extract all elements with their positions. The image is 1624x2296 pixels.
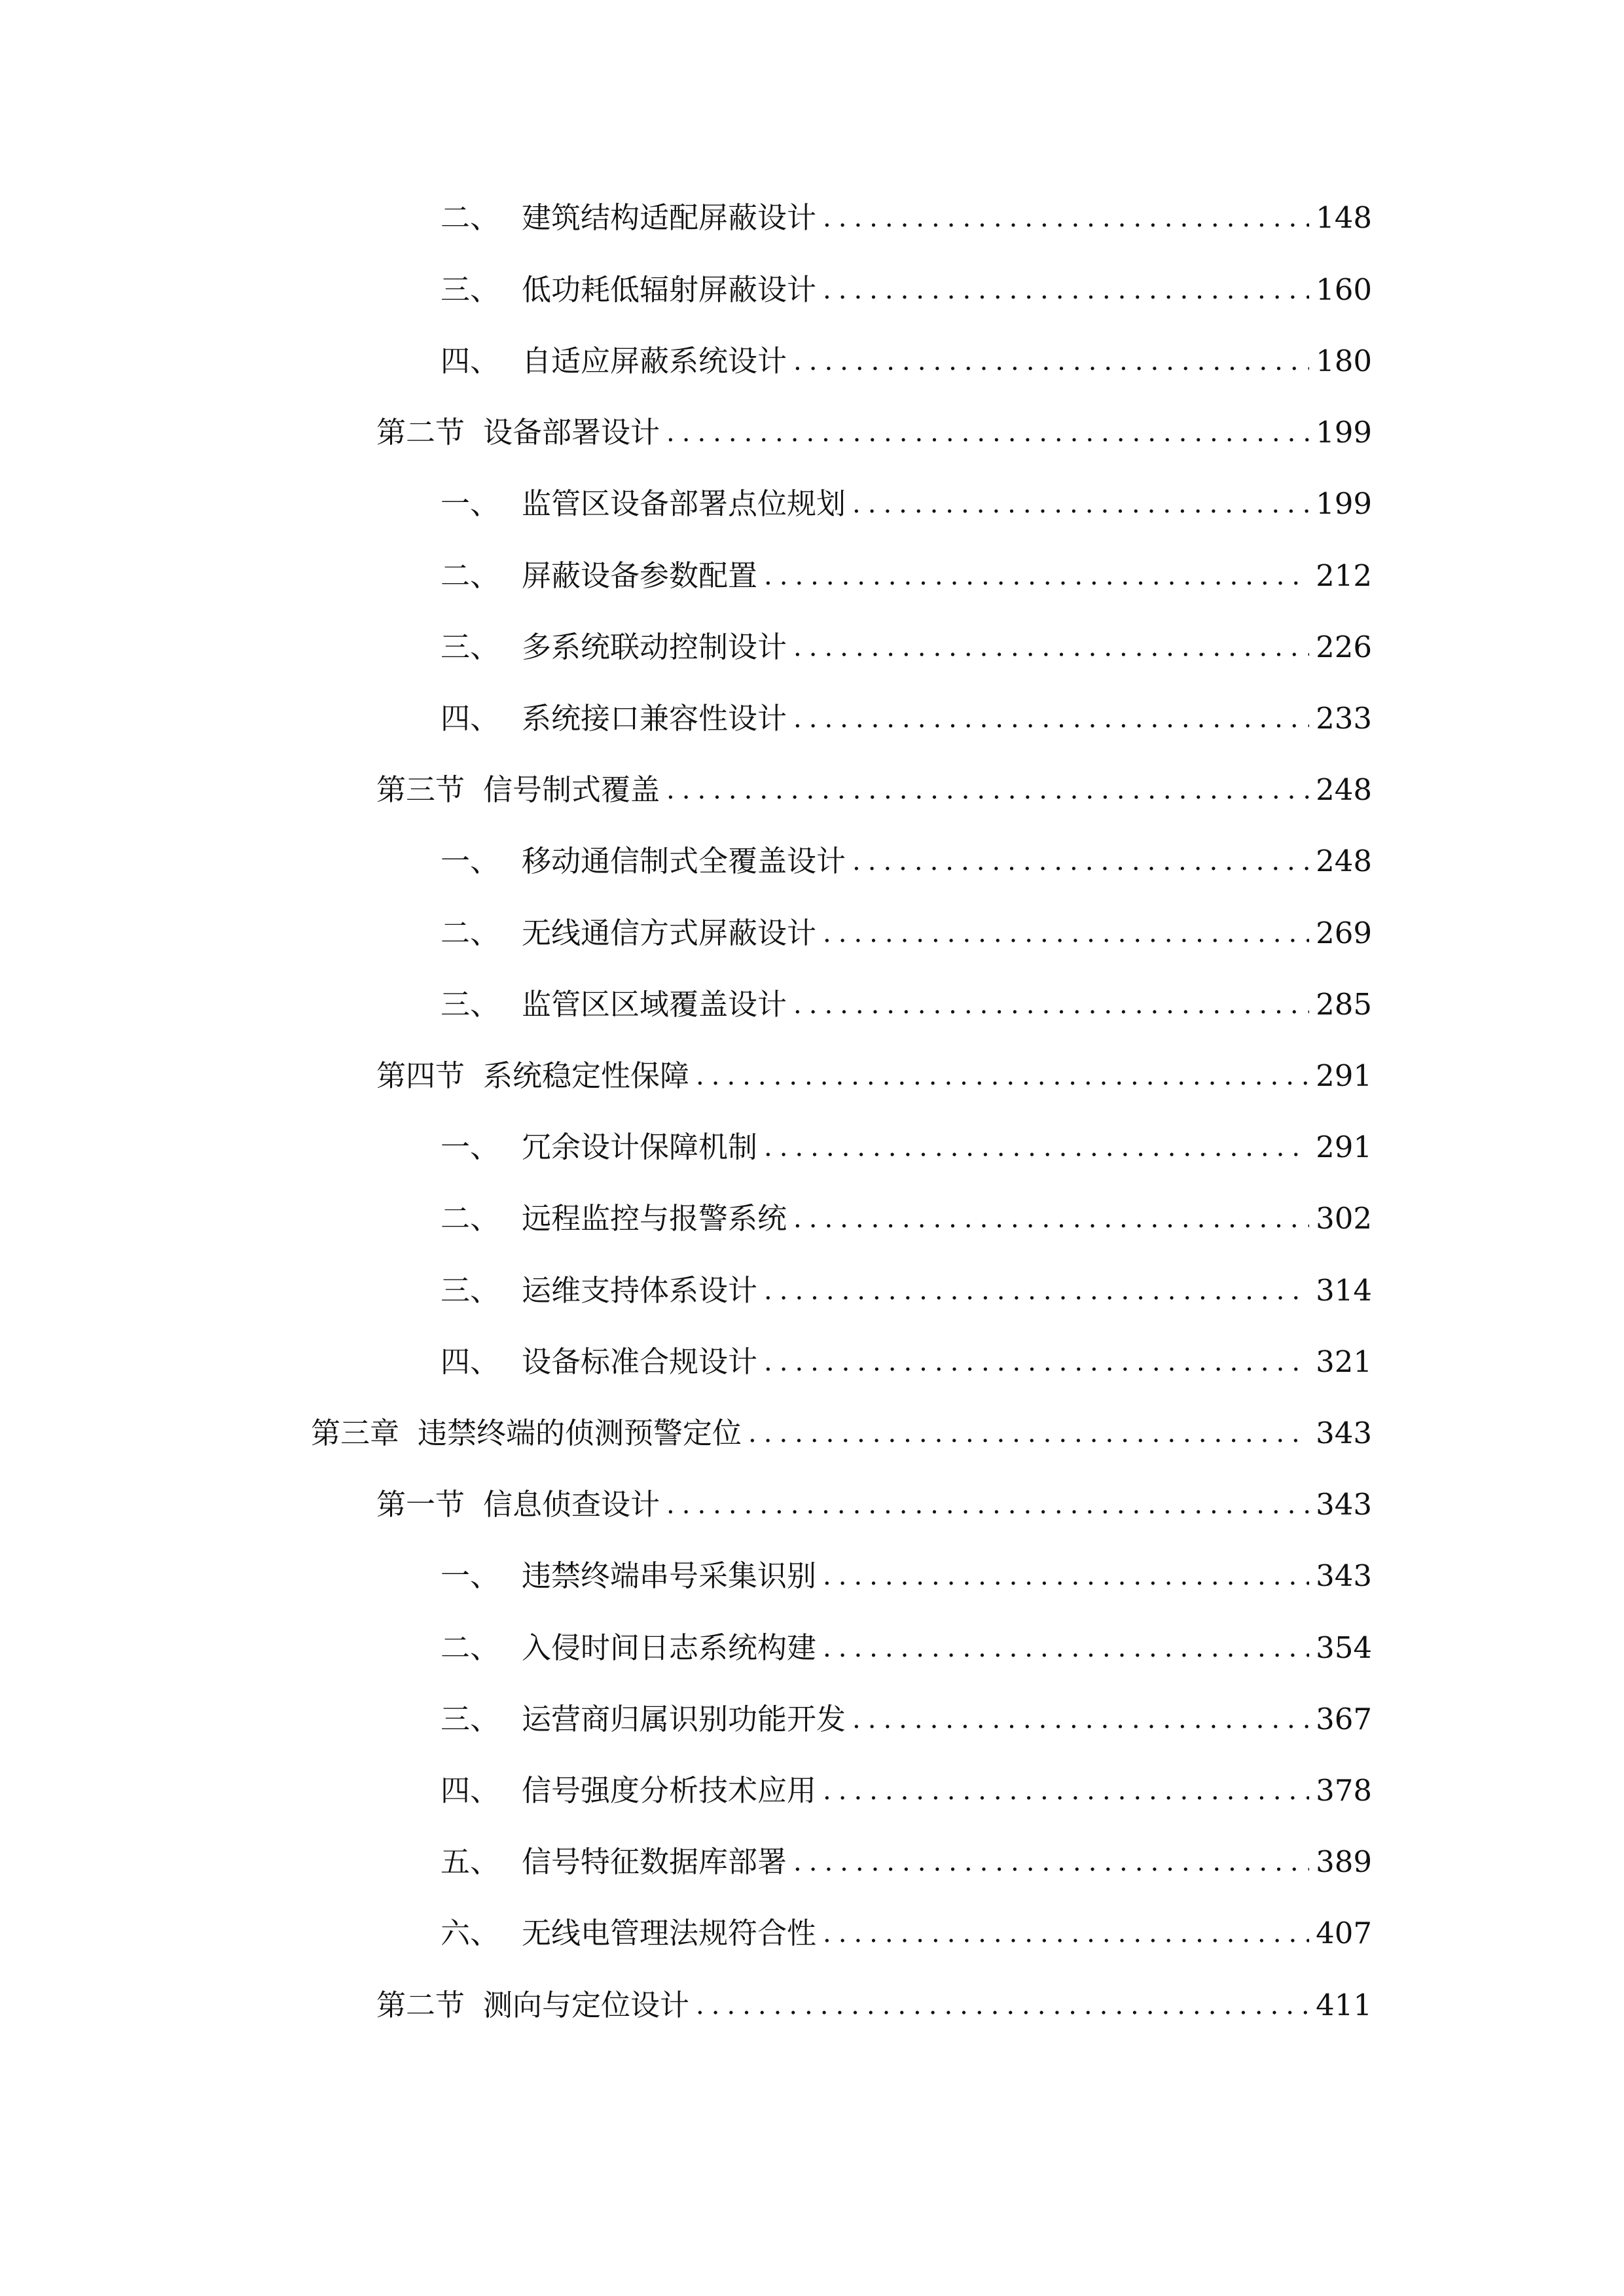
toc-dot-leader [696, 1050, 1309, 1102]
toc-entry-number: 一、 [441, 1130, 500, 1164]
toc-entry-title: 运营商归属识别功能开发 [522, 1702, 846, 1736]
toc-entry-page: 160 [1316, 272, 1372, 307]
toc-entry-title: 低功耗低辐射屏蔽设计 [522, 272, 817, 307]
toc-dot-leader [764, 1265, 1309, 1317]
toc-entry-page: 148 [1316, 200, 1372, 235]
toc-dot-leader [666, 1479, 1309, 1531]
toc-entry[interactable] [441, 192, 1372, 244]
toc-entry[interactable] [441, 1193, 1372, 1245]
toc-entry-number: 五、 [441, 1844, 500, 1879]
toc-dot-leader [823, 192, 1309, 244]
toc-entry-number: 第三节 [376, 772, 465, 807]
toc-entry-page: 302 [1316, 1201, 1372, 1236]
toc-dot-leader [666, 406, 1309, 459]
toc-entry-title: 入侵时间日志系统构建 [522, 1630, 817, 1665]
toc-entry-title: 系统稳定性保障 [483, 1058, 690, 1093]
toc-entry-page: 199 [1316, 415, 1372, 450]
toc-dot-leader [793, 692, 1309, 745]
toc-entry-title: 屏蔽设备参数配置 [522, 558, 758, 593]
toc-entry-number: 三、 [441, 987, 500, 1022]
toc-entry-page: 291 [1316, 1130, 1372, 1164]
toc-entry-title: 测向与定位设计 [483, 1988, 690, 2022]
toc-entry[interactable] [441, 1265, 1372, 1317]
toc-entry-title: 无线电管理法规符合性 [522, 1916, 817, 1950]
toc-entry[interactable] [441, 478, 1372, 530]
toc-entry-page: 389 [1316, 1844, 1372, 1879]
toc-entry-page: 343 [1316, 1416, 1372, 1450]
toc-entry-page: 248 [1316, 772, 1372, 807]
toc-entry-number: 四、 [441, 1773, 500, 1808]
toc-entry[interactable] [441, 335, 1372, 387]
toc-entry-number: 三、 [441, 272, 500, 307]
toc-entry[interactable] [441, 1336, 1372, 1388]
toc-entry[interactable] [376, 764, 1372, 816]
toc-entry-title: 远程监控与报警系统 [522, 1201, 787, 1236]
toc-entry-number: 一、 [441, 486, 500, 521]
toc-entry-number: 二、 [441, 200, 500, 235]
toc-entry-title: 运维支持体系设计 [522, 1273, 758, 1308]
toc-entry-page: 226 [1316, 630, 1372, 664]
toc-entry-number: 第一节 [376, 1487, 465, 1522]
toc-entry-title: 自适应屏蔽系统设计 [522, 344, 787, 378]
toc-entry-page: 407 [1316, 1916, 1372, 1950]
toc-entry[interactable] [441, 1765, 1372, 1817]
toc-entry-title: 违禁终端的侦测预警定位 [418, 1416, 742, 1450]
toc-dot-leader [823, 1907, 1309, 1960]
toc-dot-leader [852, 835, 1309, 888]
toc-dot-leader [793, 621, 1309, 673]
toc-entry-number: 第四节 [376, 1058, 465, 1093]
toc-entry-title: 信号特征数据库部署 [522, 1844, 787, 1879]
toc-dot-leader [852, 478, 1309, 530]
toc-entry[interactable] [376, 406, 1372, 459]
toc-entry-page: 343 [1316, 1558, 1372, 1593]
toc-dot-leader [823, 907, 1309, 960]
toc-entry-number: 一、 [441, 844, 500, 878]
toc-entry-title: 冗余设计保障机制 [522, 1130, 758, 1164]
toc-entry[interactable] [441, 1836, 1372, 1888]
toc-entry-title: 移动通信制式全覆盖设计 [522, 844, 846, 878]
toc-entry[interactable] [441, 835, 1372, 888]
toc-entry-page: 343 [1316, 1487, 1372, 1522]
toc-entry-title: 信号强度分析技术应用 [522, 1773, 817, 1808]
toc-entry-number: 第二节 [376, 415, 465, 450]
toc-entry[interactable] [441, 1622, 1372, 1674]
toc-entry[interactable] [441, 621, 1372, 673]
toc-entry-number: 四、 [441, 344, 500, 378]
toc-dot-leader [793, 335, 1309, 387]
toc-entry-number: 二、 [441, 1201, 500, 1236]
toc-dot-leader [793, 1836, 1309, 1888]
toc-entry-page: 248 [1316, 844, 1372, 878]
toc-entry-page: 180 [1316, 344, 1372, 378]
toc-entry-number: 二、 [441, 916, 500, 950]
toc-entry-number: 四、 [441, 701, 500, 736]
toc-dot-leader [793, 978, 1309, 1031]
toc-entry-title: 系统接口兼容性设计 [522, 701, 787, 736]
toc-entry-page: 212 [1316, 558, 1372, 593]
toc-entry-title: 多系统联动控制设计 [522, 630, 787, 664]
toc-entry[interactable] [441, 1121, 1372, 1174]
toc-dot-leader [748, 1407, 1309, 1460]
toc-entry-number: 二、 [441, 558, 500, 593]
toc-entry-page: 411 [1316, 1988, 1372, 2022]
toc-entry-number: 六、 [441, 1916, 500, 1950]
toc-entry-title: 建筑结构适配屏蔽设计 [522, 200, 817, 235]
toc-dot-leader [823, 1765, 1309, 1817]
toc-entry-page: 354 [1316, 1630, 1372, 1665]
toc-dot-leader [666, 764, 1309, 816]
toc-entry-number: 三、 [441, 630, 500, 664]
toc-entry[interactable] [441, 550, 1372, 602]
toc-entry-number: 一、 [441, 1558, 500, 1593]
toc-dot-leader [696, 1979, 1309, 2032]
toc-entry[interactable] [376, 1050, 1372, 1102]
toc-entry-title: 无线通信方式屏蔽设计 [522, 916, 817, 950]
toc-entry-page: 321 [1316, 1344, 1372, 1379]
toc-dot-leader [823, 1622, 1309, 1674]
toc-entry-title: 信号制式覆盖 [483, 772, 660, 807]
toc-entry[interactable] [441, 1907, 1372, 1960]
toc-dot-leader [764, 550, 1309, 602]
toc-entry[interactable] [441, 1550, 1372, 1602]
toc-entry-page: 233 [1316, 701, 1372, 736]
toc-entry[interactable] [376, 1479, 1372, 1531]
toc-entry-page: 367 [1316, 1702, 1372, 1736]
toc-entry[interactable] [311, 1407, 1372, 1460]
toc-entry-title: 信息侦查设计 [483, 1487, 660, 1522]
toc-entry-page: 291 [1316, 1058, 1372, 1093]
toc-entry[interactable] [441, 907, 1372, 960]
toc-entry-page: 199 [1316, 486, 1372, 521]
toc-dot-leader [793, 1193, 1309, 1245]
toc-entry-page: 285 [1316, 987, 1372, 1022]
toc-entry-title: 违禁终端串号采集识别 [522, 1558, 817, 1593]
toc-entry-number: 三、 [441, 1273, 500, 1308]
toc-entry-title: 设备部署设计 [483, 415, 660, 450]
toc-entry-title: 监管区设备部署点位规划 [522, 486, 846, 521]
toc-entry-title: 设备标准合规设计 [522, 1344, 758, 1379]
toc-dot-leader [823, 1550, 1309, 1602]
toc-dot-leader [764, 1336, 1309, 1388]
toc-entry[interactable] [376, 1979, 1372, 2032]
toc-entry-number: 三、 [441, 1702, 500, 1736]
toc-dot-leader [852, 1693, 1309, 1746]
toc-entry-number: 四、 [441, 1344, 500, 1379]
toc-entry-page: 378 [1316, 1773, 1372, 1808]
toc-dot-leader [764, 1121, 1309, 1174]
toc-entry-title: 监管区区域覆盖设计 [522, 987, 787, 1022]
toc-entry-number: 第二节 [376, 1988, 465, 2022]
toc-entry-page: 314 [1316, 1273, 1372, 1308]
toc-entry-page: 269 [1316, 916, 1372, 950]
toc-entry[interactable] [441, 692, 1372, 745]
toc-entry[interactable] [441, 264, 1372, 316]
toc-dot-leader [823, 264, 1309, 316]
toc-entry[interactable] [441, 978, 1372, 1031]
toc-entry-number: 第三章 [311, 1416, 400, 1450]
toc-entry[interactable] [441, 1693, 1372, 1746]
toc-entry-number: 二、 [441, 1630, 500, 1665]
